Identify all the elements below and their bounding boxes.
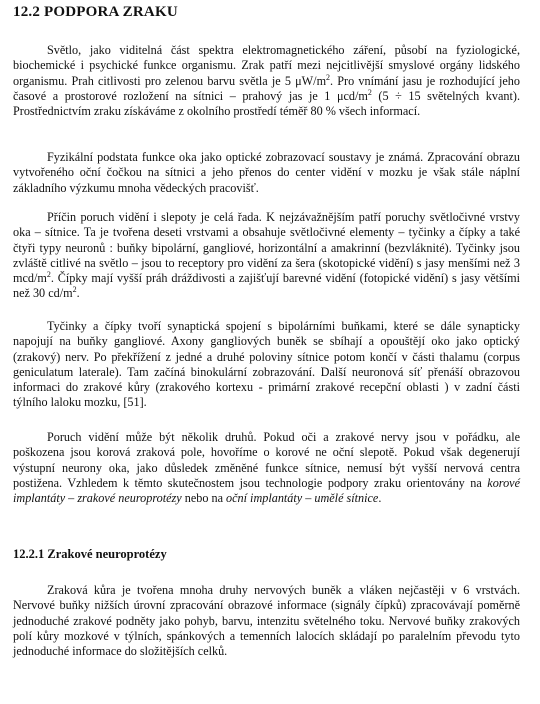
- text-segment: . Čípky mají vyšší práh dráždivosti a zajišťují barevné vidění (fotopické vidění) s jasy většími než 30 cd/m: [13, 271, 520, 301]
- text-segment: nebo na: [181, 491, 227, 506]
- text-segment: (5 ÷ 15 světelných kvant). Prostřednictvím zraku získáváme z okolního prostředí téměř 80 % všech informací.: [13, 88, 520, 119]
- paragraph-light-intro: [13, 43, 520, 119]
- text-segment: .: [76, 286, 80, 301]
- superscript: 2: [46, 270, 51, 280]
- paragraph-vision-disorders: [13, 430, 520, 506]
- paragraph-synapses: Tyčinky a čípky tvoří synaptická spojení s bipolárními buňkami, které se dále synapticky napojují na buňky gangliové. Axony gangliových buněk se sbíhají a opouštějí oko jako optický (zrakový) nerv. Po překřížení z jedné a druhé poloviny sítnice potom končí v části thalamu (corpus geniculatum laterale). Tam začíná binokulární zobrazování. Další neuronová síť přenáší obrazovou informaci do zrakové kůry (zrakového kortexu - primární zrakové recepční oblasti ) v zadní části týlního laloku mozku, [51].: [13, 319, 520, 410]
- text-segment: Poruch vidění může být několik druhů. Pokud oči a zrakové nervy jsou v pořádku, ale poškozena jsou korová zraková pole, hovoříme o korové ne oční slepotě. Pokud však degenerují výstupní neurony oka, jako důsledek změněné funkce sítnice, nemusí být vyšší nervová centra postižena. Vzhledem k těmto skutečnostem jsou technologie podpory zraku orientovány na: [13, 430, 520, 490]
- italic-term: oční implantáty – umělé sítnice: [226, 491, 379, 506]
- text-segment: .: [378, 491, 382, 506]
- text-segment: Světlo, jako viditelná část spektra elektromagnetického záření, působí na fyziologické, biochemické i psychické funkce organismu. Zrak patří mezi nejcitlivější smyslové orgány lidského organismu. Prah citlivosti pro zelenou barvu světla je 5 μW/m: [13, 43, 520, 88]
- paragraph-visual-cortex: Zraková kůra je tvořena mnoha druhy nervových buněk a vláken nejčastěji v 6 vrstvách. Nervové buňky nižších úrovní zpracování obrazové informace (signály čípků) zpracovávají poměrně jednoduché zrakové podněty jako pohyb, barvu, intenzitu světelného toku. Nervové buňky zrakových polí kůry mozkové v týlních, spánkových a temenních lalocích skládají po paralelním převodu tyto jednoduché informace do složitějších celků.: [13, 583, 520, 659]
- italic-term: korové implantáty – zrakové neuroprotézy: [13, 475, 520, 506]
- paragraph-retina: [13, 210, 520, 302]
- section-heading: 12.2 PODPORA ZRAKU: [13, 4, 178, 20]
- subsection-heading: 12.2.1 Zrakové neuroprotézy: [13, 547, 167, 561]
- superscript: 2: [72, 285, 77, 295]
- superscript: 2: [326, 72, 331, 82]
- superscript: 2: [367, 87, 372, 97]
- paragraph-eye-physics: Fyzikální podstata funkce oka jako optické zobrazovací soustavy je známá. Zpracování obrazu vytvořeného oční čočkou na sítnici a jeho přenos do center vidění v mozku je však stále náplní základního výzkumu mnoha vědeckých pracovišť.: [13, 150, 520, 195]
- text-segment: Příčin poruch vidění i slepoty je celá řada. K nejzávažnějším patří poruchy světločivné vrstvy oka – sítnice. Ta je tvořena deseti vrstvami a obsahuje světločivné elementy – tyčinky a čípky a také čtyři typy neuronů : buňky bipolární, gangliové, horizontální a amakrinní (bezvláknité). Tyčinky jsou zvláště citlivé na světlo – jsou to receptory pro vidění za šera (skotopické vidění) s jasy menšími než 3 mcd/m: [13, 210, 520, 286]
- text-segment: . Pro vnímání jasu je rozhodující jeho časové a prostorové rozložení na sítnici – prahový jas je 1 μcd/m: [13, 73, 520, 103]
